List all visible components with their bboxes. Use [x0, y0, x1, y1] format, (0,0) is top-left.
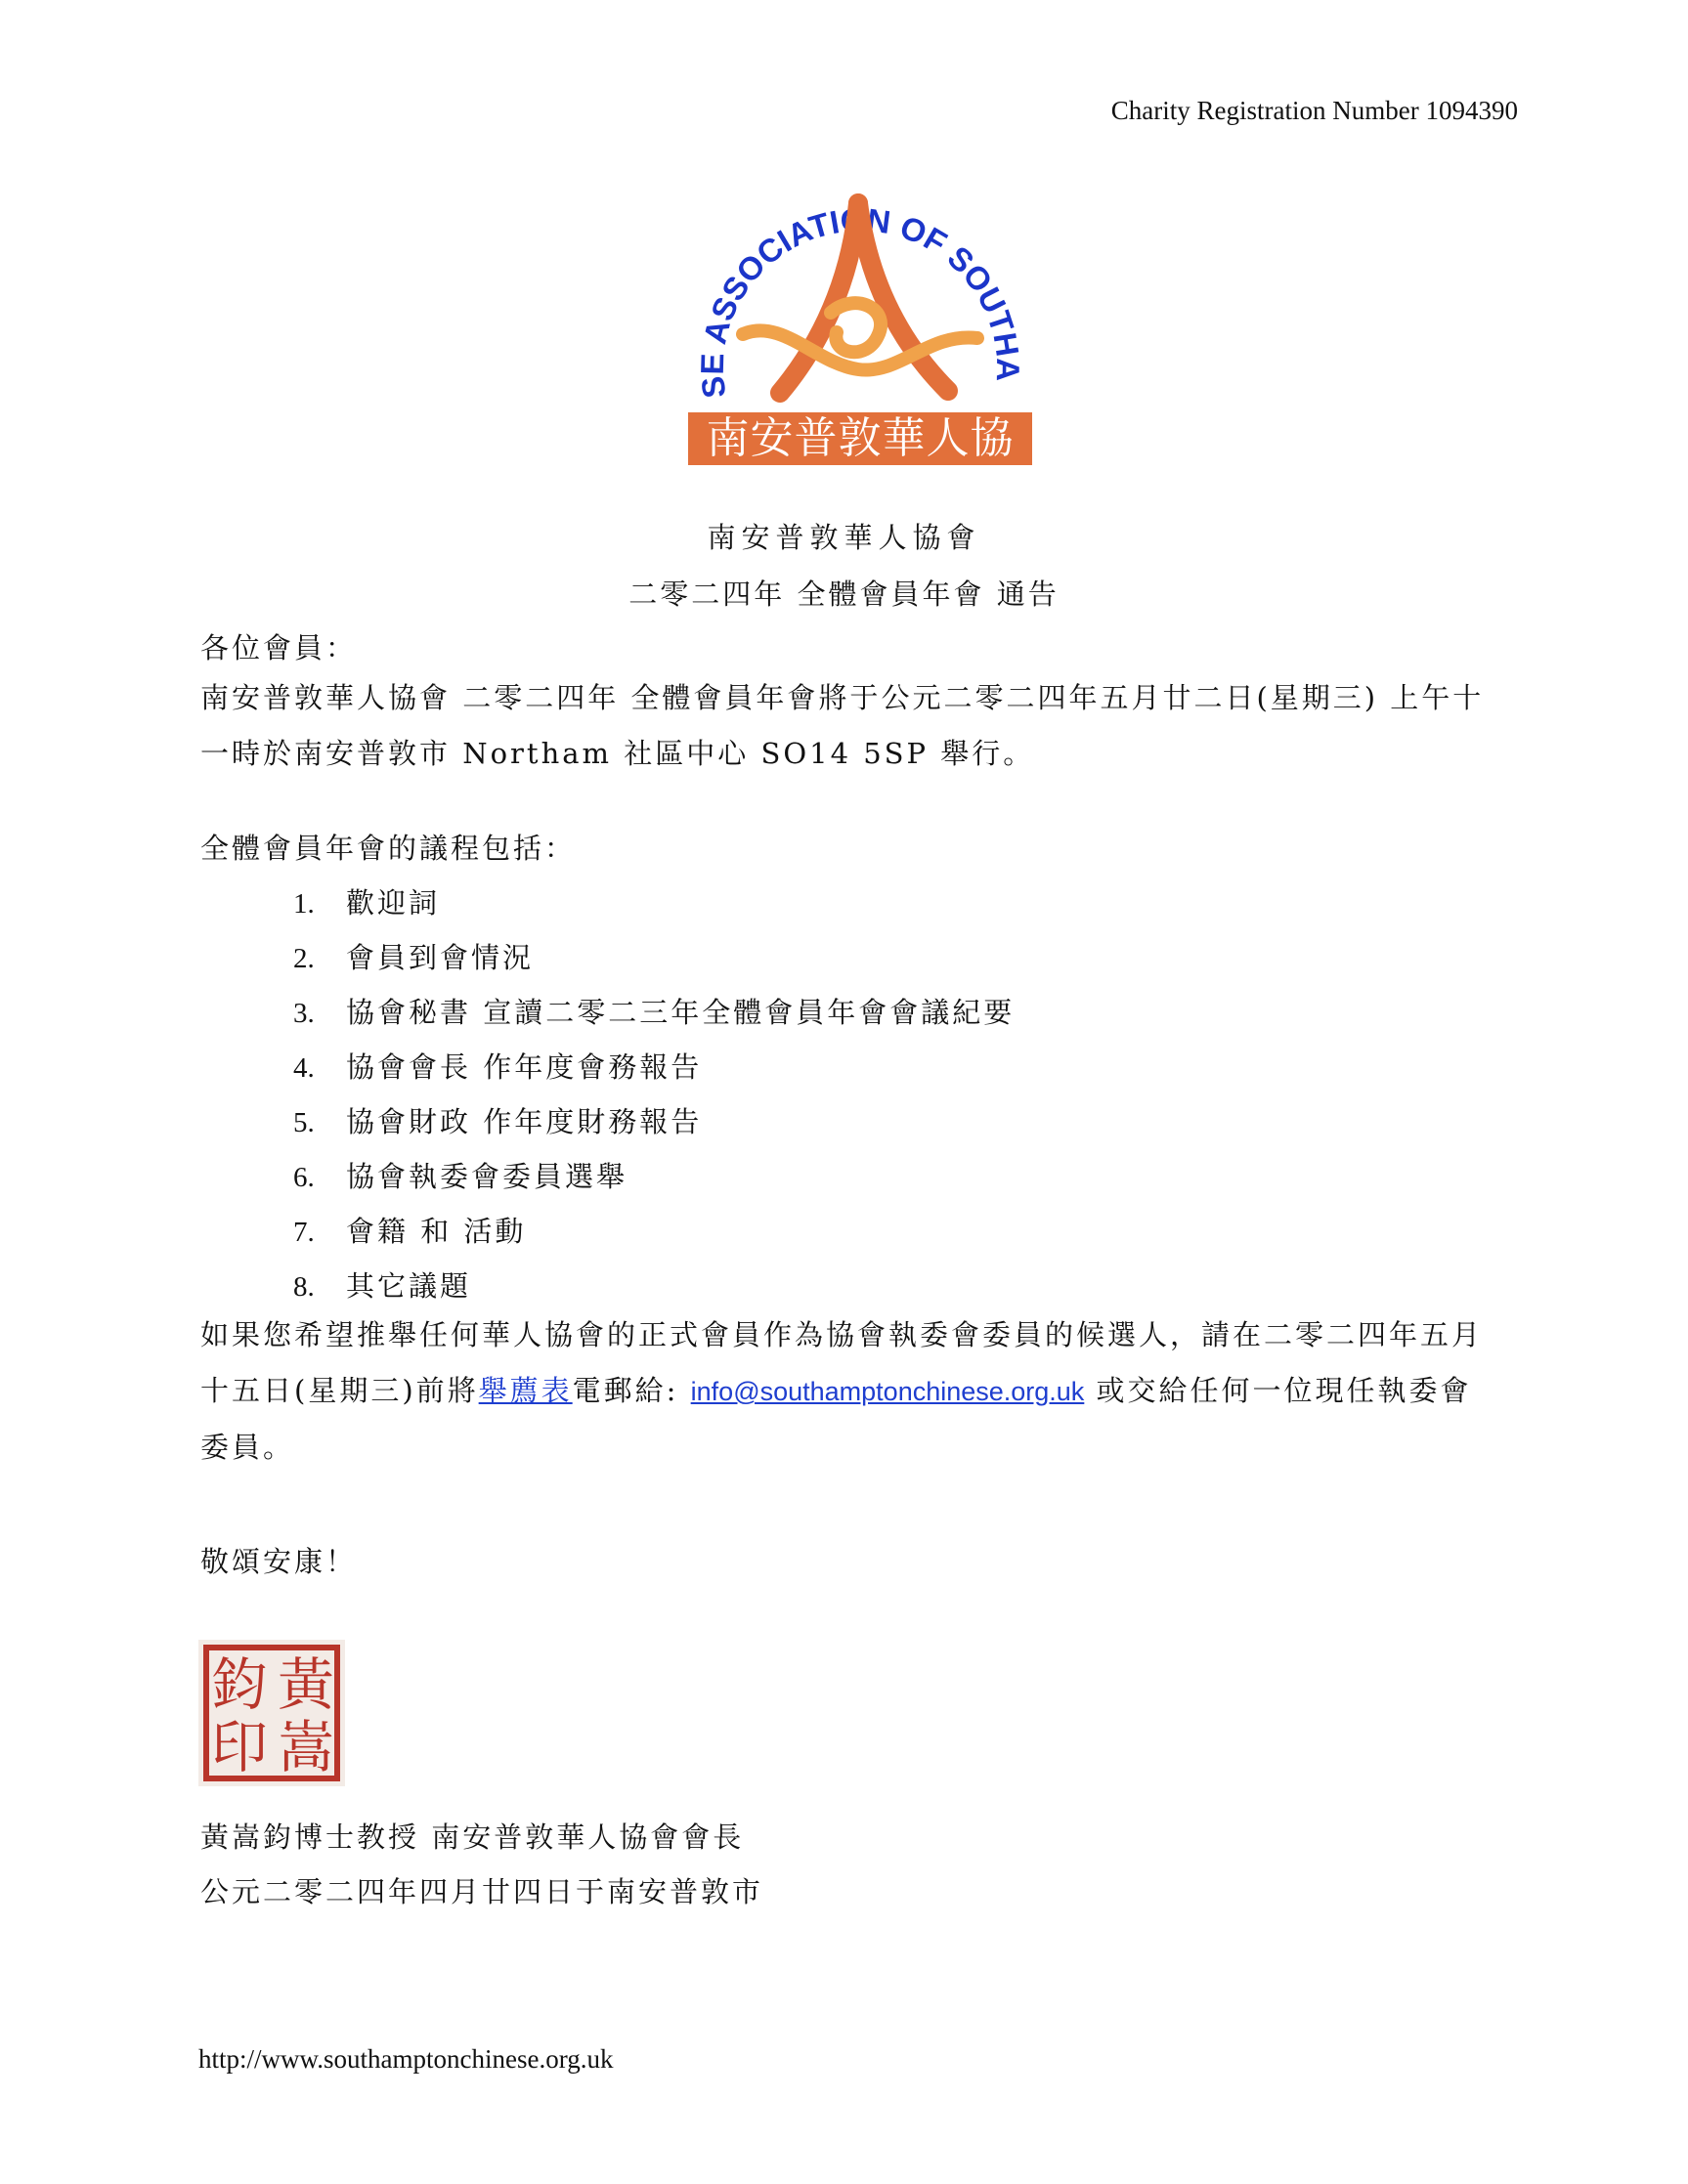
logo-emblem	[684, 147, 1036, 420]
agenda-item: 2. 會員到會情況	[293, 941, 535, 974]
signature-seal	[198, 1640, 345, 1786]
agenda-item: 1. 歡迎詞	[293, 886, 441, 920]
agenda-item: 4. 協會會長 作年度會務報告	[293, 1050, 703, 1084]
agenda-item: 6. 協會執委會委員選舉	[293, 1160, 628, 1193]
closing-greeting: 敬頌安康！	[200, 1545, 358, 1578]
seal-stamp-image	[198, 1640, 345, 1786]
agenda-item: 5. 協會財政 作年度財務報告	[293, 1105, 703, 1138]
svg-text:黃: 黃	[277, 1651, 335, 1718]
agenda-heading: 全體會員年會的議程包括：	[200, 832, 577, 865]
agenda-item: 3. 協會秘書 宣讀二零二三年全體會員年會會議紀要	[293, 996, 1016, 1029]
svg-text:印: 印	[210, 1714, 269, 1780]
agenda-item: 7. 會籍 和 活動	[293, 1215, 527, 1248]
footer-url[interactable]: http://www.southamptonchinese.org.uk	[198, 2044, 614, 2074]
charity-registration: Charity Registration Number 1094390	[1110, 96, 1518, 125]
agenda-item: 8. 其它議題	[293, 1269, 472, 1303]
signature-date: 公元二零二四年四月廿四日于南安普敦市	[200, 1875, 764, 1908]
nomination-form-link[interactable]: 舉薦表	[478, 1374, 573, 1407]
nomination-paragraph: 如果您希望推舉任何華人協會的正式會員作為協會執委會委員的候選人，請在二零二四年五月十五日(星期三)前將舉薦表電郵給: info@southamptonchinese.org.uk 或交給任何一位現任執委會委員。	[200, 1318, 1484, 1464]
signatory-name: 黃嵩鈞博士教授 南安普敦華人協會會長	[200, 1820, 745, 1854]
logo-arc-text: SE ASSOCIATION OF SOUTHA	[693, 200, 1027, 401]
document-subtitle: 二零二四年 全體會員年會 通告	[628, 578, 1060, 611]
salutation: 各位會員：	[200, 631, 358, 664]
logo-chinese-name: 南安普敦華人協會	[688, 412, 1032, 465]
svg-text:嵩: 嵩	[277, 1714, 335, 1780]
svg-text:鈞: 鈞	[210, 1651, 269, 1718]
email-link[interactable]: info@southamptonchinese.org.uk	[690, 1377, 1085, 1406]
association-logo	[684, 147, 1036, 516]
document-title: 南安普敦華人協會	[707, 521, 981, 554]
intro-paragraph: 南安普敦華人協會 二零二四年 全體會員年會將于公元二零二四年五月廿二日(星期三) 上午十一時於南安普敦市 Northam 社區中心 SO14 5SP 舉行。	[200, 681, 1485, 770]
